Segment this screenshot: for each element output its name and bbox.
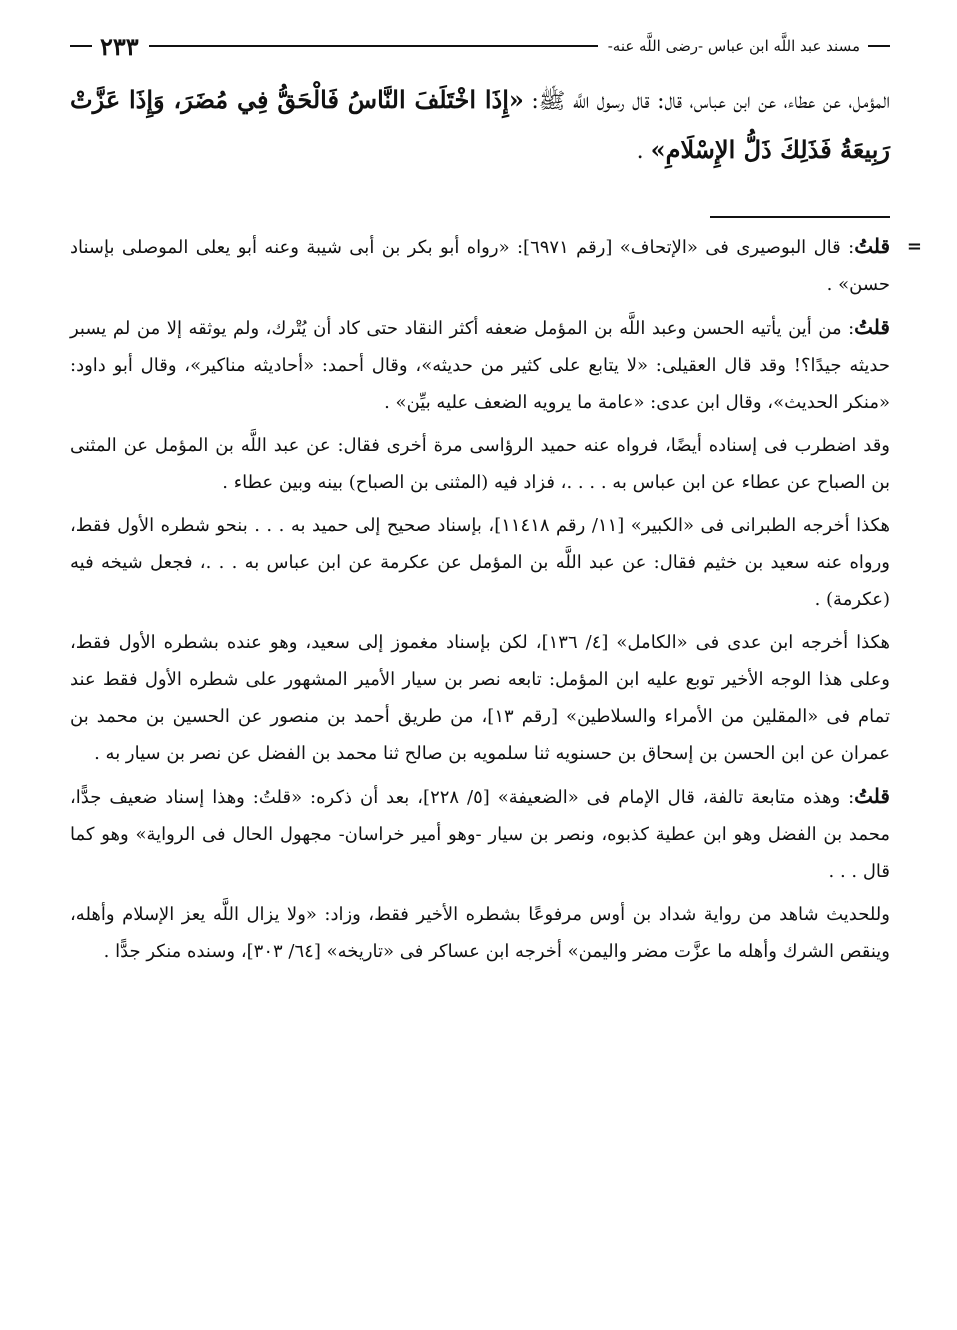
header-dash	[70, 45, 92, 47]
header-rule	[149, 45, 598, 47]
footnote-paragraph	[70, 309, 890, 421]
hadith-matn: «إِذَا اخْتَلَفَ النَّاسُ فَالْحَقُّ فِي مُضَرَ، وَإِذَا عَزَّتْ رَبِيعَةُ فَذَلِكَ ذَلُّ الإِسْلَامِ»	[70, 85, 890, 164]
hadith-isnad: المؤمل، عن عطاء، عن ابن عباس، قال: قال رسول اللَّه ﷺ:	[523, 89, 890, 114]
book-page	[70, 30, 922, 976]
footnotes	[70, 228, 922, 970]
continuation-mark: =	[906, 236, 922, 257]
footnote-paragraph	[70, 896, 890, 970]
footnote-text: : قال البوصيرى فى «الإتحاف» [رقم ٦٩٧١]: «رواه أبو بكر بن أبى شيبة وعنه أبو يعلى الموصلى بإسناد حسن» .	[70, 237, 890, 295]
header-dash	[868, 45, 890, 47]
footnote-paragraph	[70, 228, 922, 303]
page-header	[70, 30, 890, 62]
footnote-text: وقد اضطرب فى إسناده أيضًا، فرواه عنه حميد الرؤاسى مرة أخرى فقال: عن عبد اللَّه بن المؤمل عن المثنى بن الصباح عن عطاء عن ابن عباس به . . . .، فزاد فيه (المثنى بن الصباح) بينه وبين عطاء .	[70, 435, 890, 493]
footnote-paragraph	[70, 427, 890, 501]
footnote-separator	[710, 216, 890, 218]
footnote-text: هكذا أخرجه ابن عدى فى «الكامل» [٤/ ١٣٦]، لكن بإسناد مغموز إلى سعيد، وهو عنده بشطره الأول فقط، وعلى هذا الوجه الأخير توبع عليه ابن المؤمل: تابعه نصر بن سيار الأمير المشهور على شطره الأول فقط عند تمام فى «المقلين من الأمراء والسلاطين» [رقم ١٣]، من طريق أحمد بن منصور عن الحسين بن محمد بن عمران عن ابن الحسن بن إسحاق بن حسنويه ثنا سلمويه بن صالح ثنا محمد بن الفضل عن نصر بن سيار به .	[70, 632, 890, 764]
footnote-text: هكذا أخرجه الطبرانى فى «الكبير» [١١/ رقم ١١٤١٨]، بإسناد صحيح إلى حميد به . . . بنحو شطره الأول فقط، ورواه عنه سعيد بن خثيم فقال: عن عبد اللَّه بن المؤمل عن عكرمة عن ابن عباس به . . .، فجعل شيخه فيه (عكرمة) .	[70, 515, 890, 610]
page-number: ٢٣٣	[100, 31, 139, 61]
footnote-paragraph	[70, 624, 890, 772]
footnote-text: : من أين يأتيه الحسن وعبد اللَّه بن المؤمل ضعفه أكثر النقاد حتى كاد أن يُتْرك، ولم يوثقه إلا من لم يسبر حديثه جيدًا؟! وقد قال العقيلى: «لا يتابع على كثير من حديثه»، وقال أحمد: «أحاديثه مناكير»، وقال أبو داود: «منكر الحديث»، وقال ابن عدى: «عامة ما يرويه الضعف عليه بيِّن» .	[70, 318, 890, 413]
qult-label: قلتُ	[854, 315, 890, 339]
footnote-paragraph	[70, 507, 890, 618]
hadith-end: .	[636, 139, 651, 164]
qult-label: قلتُ	[854, 784, 890, 808]
qult-label: قلتُ	[854, 234, 891, 258]
footnote-paragraph	[70, 778, 890, 890]
running-title: مسند عبد اللَّه ابن عباس -رضى اللَّه عنه-	[607, 37, 860, 55]
footnote-text: : وهذه متابعة تالفة، قال الإمام فى «الضعيفة» [٥/ ٢٢٨]، بعد أن ذكره: «قلتُ: وهذا إسناد ضعيف جدًّا، محمد بن الفضل وهو ابن عطية كذبوه، ونصر بن سيار -وهو أمير خراسان- مجهول الحال فى الرواية» وهو كما قال . . .	[70, 787, 890, 882]
footnote-text: وللحديث شاهد من رواية شداد بن أوس مرفوعًا بشطره الأخير فقط، وزاد: «ولا يزال اللَّه يعز الإسلام وأهله، وينقص الشرك وأهله ما عزَّت مضر واليمن» أخرجه ابن عساكر فى «تاريخه» [٦٤/ ٣٠٣]، وسنده منكر جدًّا .	[70, 904, 890, 962]
hadith-text	[70, 76, 890, 176]
